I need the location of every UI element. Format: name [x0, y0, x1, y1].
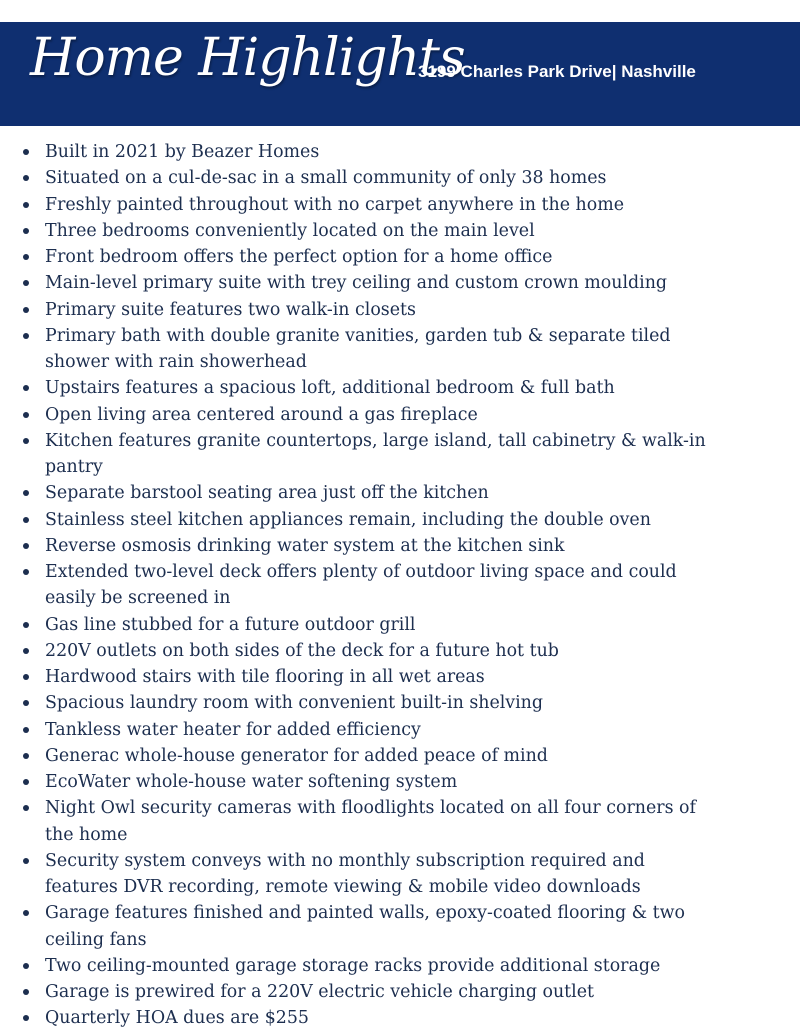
list-item-text: Main-level primary suite with trey ceiling and custom crown moulding [45, 273, 668, 294]
list-item-text: Primary bath with double granite vanities, garden tub & separate tiled shower with rain showerhead [45, 325, 671, 372]
bullet-icon [23, 149, 29, 155]
bullet-icon [23, 727, 29, 733]
bullet-icon [23, 280, 29, 286]
list-item [0, 507, 800, 533]
bullet-icon [23, 307, 29, 313]
property-address: 3199 Charles Park Drive| Nashville [418, 62, 696, 81]
bullet-icon [23, 648, 29, 654]
bullet-icon [23, 963, 29, 969]
bullet-icon [23, 779, 29, 785]
list-item [0, 480, 800, 506]
bullet-icon [23, 385, 29, 391]
bullet-icon [23, 175, 29, 181]
list-item-text: Built in 2021 by Beazer Homes [45, 142, 320, 162]
list-item [0, 979, 800, 1005]
list-item [0, 244, 800, 270]
list-item [0, 323, 800, 376]
list-item [0, 612, 800, 638]
list-item-text: Generac whole-house generator for added peace of mind [45, 745, 548, 766]
list-item [0, 165, 800, 191]
bullet-icon [23, 569, 29, 575]
list-item [0, 218, 800, 244]
list-item [0, 533, 800, 559]
bullet-icon [23, 910, 29, 916]
bullet-icon [23, 438, 29, 444]
list-item-text: Tankless water heater for added efficiency [45, 719, 421, 740]
list-item-text: Garage features finished and painted walls, epoxy-coated flooring & two ceiling fans [45, 903, 686, 950]
bullet-icon [23, 490, 29, 496]
list-item-text: Spacious laundry room with convenient built-in shelving [45, 693, 544, 714]
list-item [0, 664, 800, 690]
list-item-text: Extended two-level deck offers plenty of outdoor living space and could easily be screened in [45, 562, 677, 609]
list-item-text: Reverse osmosis drinking water system at the kitchen sink [45, 535, 565, 556]
list-item [0, 402, 800, 428]
bullet-icon [23, 674, 29, 680]
list-item-text: Kitchen features granite countertops, large island, tall cabinetry & walk-in pantry [45, 430, 706, 477]
list-item [0, 297, 800, 323]
list-item [0, 690, 800, 716]
list-item-text: Front bedroom offers the perfect option for a home office [45, 247, 553, 267]
list-item-text: Hardwood stairs with tile flooring in all wet areas [45, 667, 485, 687]
bullet-icon [23, 543, 29, 549]
list-item-text: EcoWater whole-house water softening system [45, 772, 458, 792]
list-item [0, 192, 800, 218]
list-item [0, 717, 800, 743]
bullet-icon [23, 202, 29, 208]
list-item-text: Stainless steel kitchen appliances remain, including the double oven [45, 509, 651, 530]
list-item-text: Quarterly HOA dues are $255 [45, 1008, 309, 1029]
bullet-icon [23, 700, 29, 706]
bullet-icon [23, 228, 29, 234]
list-item [0, 795, 800, 848]
list-item-text: Garage is prewired for a 220V electric vehicle charging outlet [45, 982, 594, 1002]
list-item-text: Upstairs features a spacious loft, additional bedroom & full bath [45, 378, 615, 399]
bullet-icon [23, 753, 29, 759]
list-item-text: Freshly painted throughout with no carpet anywhere in the home [45, 194, 624, 215]
bullet-icon [23, 333, 29, 339]
list-item-text: Gas line stubbed for a future outdoor grill [45, 614, 416, 635]
list-item [0, 375, 800, 401]
list-item-text: Security system conveys with no monthly subscription required and features DVR recording, remote viewing & mobile video downloads [45, 850, 645, 897]
list-item [0, 428, 800, 481]
list-item-text: Situated on a cul-de-sac in a small community of only 38 homes [45, 168, 607, 189]
bullet-icon [23, 805, 29, 811]
list-item [0, 769, 800, 795]
list-item [0, 953, 800, 979]
list-item-text: Open living area centered around a gas fireplace [45, 404, 478, 425]
list-item [0, 900, 800, 953]
bullet-icon [23, 989, 29, 995]
page-title: Home Highlights [30, 28, 465, 88]
bullet-icon [23, 1015, 29, 1021]
list-item-text: 220V outlets on both sides of the deck for a future hot tub [45, 640, 559, 661]
highlights-list [0, 139, 800, 1032]
list-item-text: Three bedrooms conveniently located on the main level [45, 220, 535, 241]
list-item [0, 638, 800, 664]
bullet-icon [23, 517, 29, 523]
bullet-icon [23, 858, 29, 864]
list-item-text: Separate barstool seating area just off the kitchen [45, 483, 489, 504]
list-item-text: Night Owl security cameras with floodlights located on all four corners of the home [45, 798, 696, 845]
list-item [0, 743, 800, 769]
list-item [0, 559, 800, 612]
list-item [0, 139, 800, 165]
list-item [0, 1005, 800, 1031]
list-item-text: Primary suite features two walk-in closets [45, 299, 416, 320]
bullet-icon [23, 622, 29, 628]
list-item [0, 270, 800, 296]
bullet-icon [23, 254, 29, 260]
list-item-text: Two ceiling-mounted garage storage racks provide additional storage [45, 955, 661, 976]
list-item [0, 848, 800, 901]
bullet-icon [23, 412, 29, 418]
